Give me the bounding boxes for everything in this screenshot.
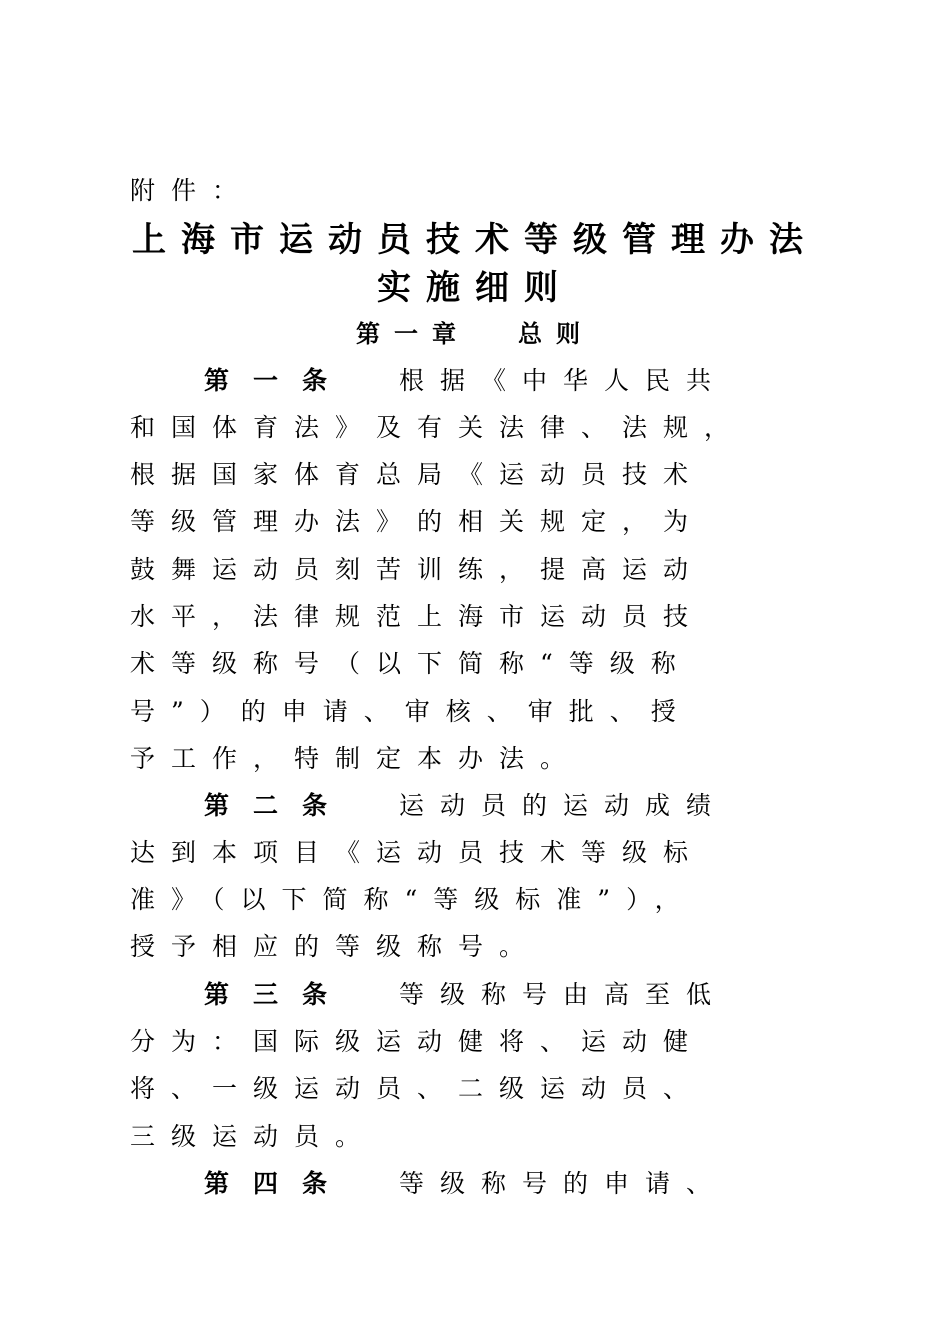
article-1-line: 术等级称号（以下简称“等级称 <box>130 649 692 678</box>
article-2-label: 第二条 <box>204 791 352 820</box>
article-4-text-start: 等级称号的申请、 <box>399 1169 728 1198</box>
article-3-line: 三级运动员。 <box>130 1122 377 1151</box>
chapter-number: 第一章 <box>356 320 470 348</box>
article-3-text-start: 等级称号由高至低 <box>399 980 728 1009</box>
article-2-line: 准》（以下简称“等级标准”）， <box>130 885 696 914</box>
article-1-line: 水平，法律规范上海市运动员技 <box>130 602 705 631</box>
article-2-line: 达到本项目《运动员技术等级标 <box>130 838 705 867</box>
article-2-line: 授予相应的等级称号。 <box>130 932 541 961</box>
document-title-line-1: 上海市运动员技术等级管理办法 <box>132 220 818 260</box>
article-1-line: 号”）的申请、审核、审批、授 <box>130 697 692 726</box>
article-4-first-line <box>204 1169 727 1199</box>
attachment-label: 附件： <box>130 176 254 205</box>
article-1-first-line <box>204 366 727 396</box>
article-1-line: 予工作，特制定本办法。 <box>130 744 582 773</box>
article-2-first-line <box>204 791 727 821</box>
article-1-label: 第一条 <box>204 366 352 395</box>
article-1-line: 和国体育法》及有关法律、法规， <box>130 413 746 442</box>
article-1-line: 根据国家体育总局《运动员技术 <box>130 460 705 489</box>
article-1-text-start: 根据《中华人民共 <box>399 366 728 395</box>
article-1-line: 等级管理办法》的相关规定，为 <box>130 507 705 536</box>
article-3-label: 第三条 <box>204 980 352 1009</box>
article-2-text-start: 运动员的运动成绩 <box>399 791 728 820</box>
article-1-line: 鼓舞运动员刻苦训练，提高运动 <box>130 555 705 584</box>
document-title-line-2: 实施细则 <box>377 268 573 308</box>
article-3-first-line <box>204 980 727 1010</box>
article-3-line: 分为：国际级运动健将、运动健 <box>130 1027 705 1056</box>
chapter-heading <box>0 318 950 350</box>
chapter-name: 总则 <box>518 320 594 348</box>
article-3-line: 将、一级运动员、二级运动员、 <box>130 1074 705 1103</box>
article-4-label: 第四条 <box>204 1169 352 1198</box>
